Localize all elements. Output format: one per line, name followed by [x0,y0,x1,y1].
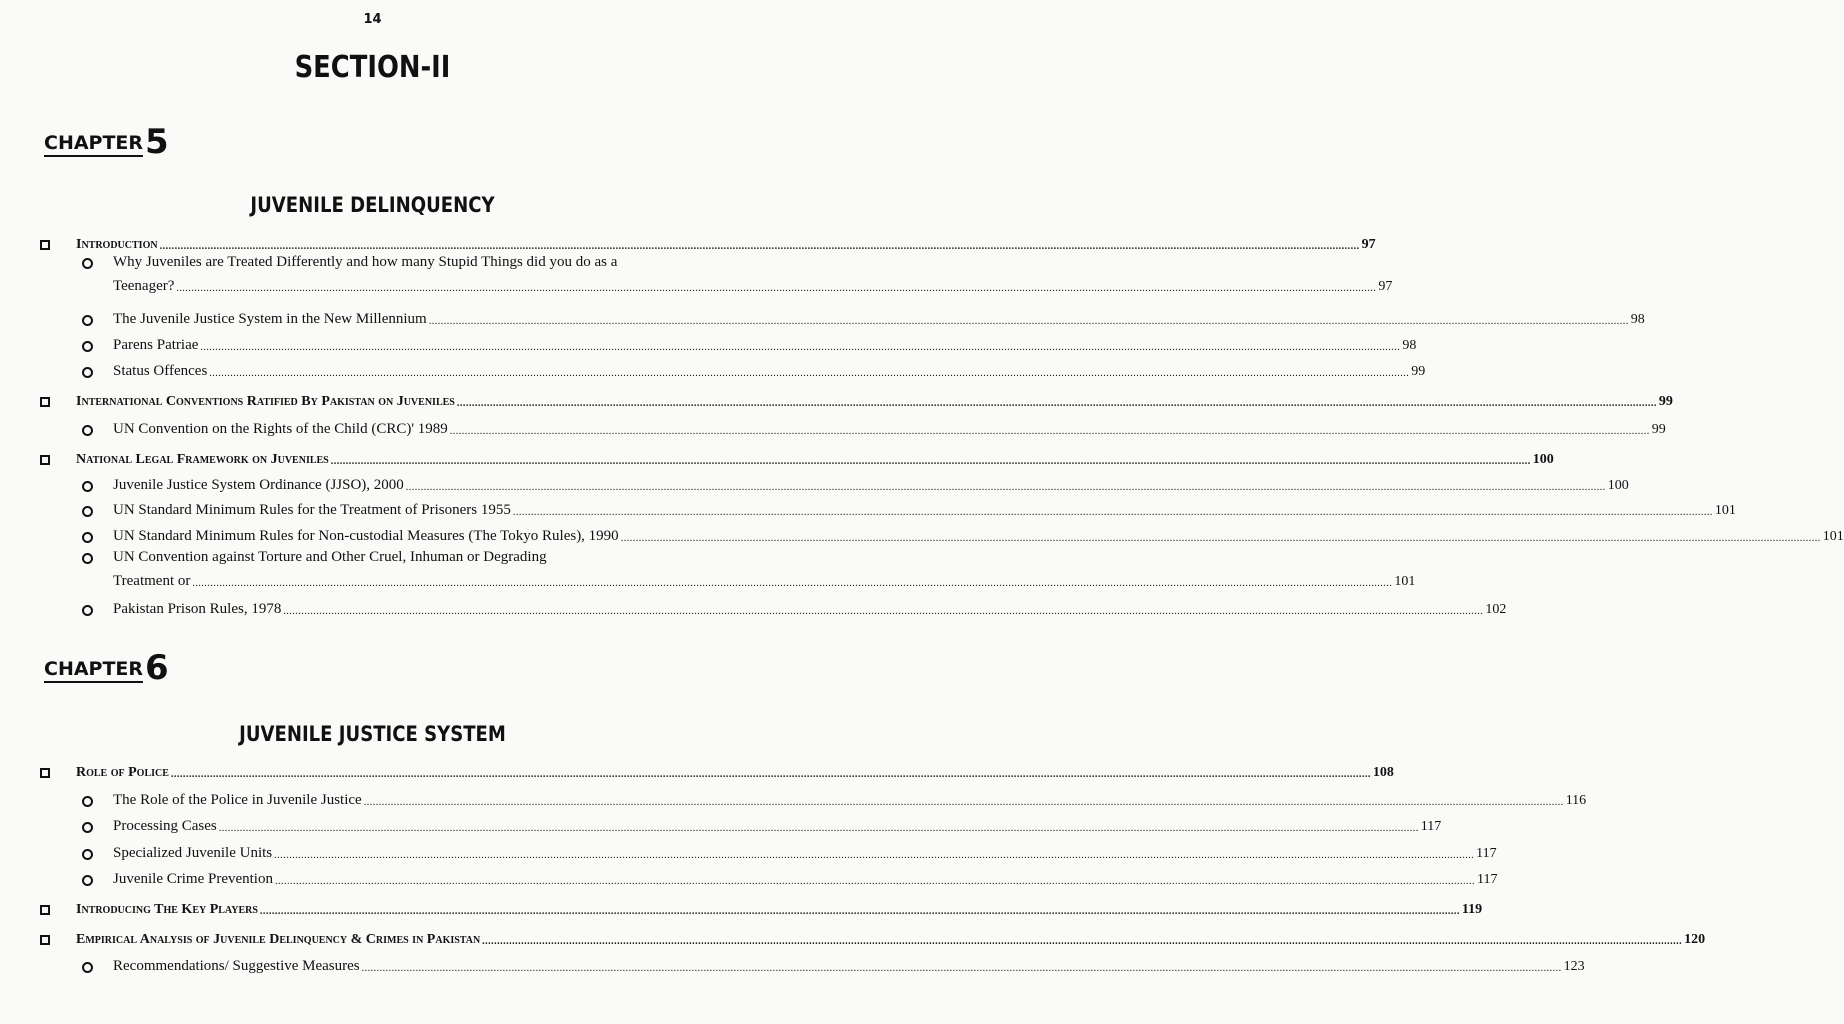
toc-entry-label: International Conventions Ratified By Pakistan on Juveniles [76,394,455,409]
circle-bullet-icon [82,875,93,886]
toc-main-entry[interactable] [76,235,1376,254]
toc-entry-label: Parens Patriae [113,337,199,353]
toc-sub-entry[interactable] [113,957,1585,976]
toc-sub-entry[interactable] [113,817,1442,836]
toc-entry-label: UN Standard Minimum Rules for Non-custodial Measures (The Tokyo Rules), 1990 [113,528,619,544]
toc-page-number: 97 [1361,237,1376,252]
toc-sub-entry[interactable] [113,844,1497,863]
circle-bullet-icon [82,605,93,616]
toc-sub-entry[interactable] [113,277,1393,296]
circle-bullet-icon [82,506,93,517]
circle-bullet-icon [82,481,93,492]
circle-bullet-icon [82,341,93,352]
toc-main-entry[interactable] [76,930,1706,949]
chapter-heading [44,122,169,162]
circle-bullet-icon [82,315,93,326]
toc-page-number: 97 [1378,279,1393,294]
toc-entry-label: Juvenile Crime Prevention [113,871,273,887]
toc-page-number: 123 [1563,959,1585,974]
toc-entry-label: Pakistan Prison Rules, 1978 [113,601,282,617]
dot-leader: ................................................................................................................................................................................................................................................................................................................................................................................................................ [274,850,1475,861]
toc-page-number: 101 [1822,529,1844,544]
circle-bullet-icon [82,962,93,973]
toc-page-number: 102 [1485,602,1507,617]
toc-page-number: 100 [1607,478,1629,493]
dot-leader: ................................................................................................................................................................................................................................................................................................................................................................................................................ [259,906,1460,917]
toc-page-number: 101 [1394,574,1416,589]
square-bullet-icon [40,935,50,945]
section-title: SECTION-II [294,50,451,85]
toc-page-number: 116 [1565,793,1587,808]
toc-page-number: 117 [1476,846,1497,861]
chapter-number: 6 [145,648,169,688]
circle-bullet-icon [82,553,93,564]
dot-leader: ................................................................................................................................................................................................................................................................................................................................................................................................................ [361,963,1562,974]
toc-sub-entry[interactable] [113,476,1629,495]
circle-bullet-icon [82,532,93,543]
dot-leader: ................................................................................................................................................................................................................................................................................................................................................................................................................ [274,876,1475,887]
toc-sub-entry[interactable] [113,600,1507,619]
dot-leader: ................................................................................................................................................................................................................................................................................................................................................................................................................ [176,283,1377,294]
circle-bullet-icon [82,822,93,833]
circle-bullet-icon [82,425,93,436]
toc-sub-entry[interactable] [113,362,1426,381]
toc-page-number: 120 [1684,932,1706,947]
dot-leader: ................................................................................................................................................................................................................................................................................................................................................................................................................ [209,368,1410,379]
toc-entry-label: Teenager? [113,278,175,294]
square-bullet-icon [40,240,50,250]
square-bullet-icon [40,397,50,407]
toc-entry-label-line: Why Juveniles are Treated Differently and how many Stupid Things did you do as a [113,254,618,270]
toc-page-number: 117 [1476,872,1498,887]
toc-page-number: 100 [1532,452,1554,467]
dot-leader: ................................................................................................................................................................................................................................................................................................................................................................................................................ [330,456,1531,467]
toc-main-entry[interactable] [76,392,1673,411]
toc-page-number: 99 [1658,394,1673,409]
toc-sub-entry[interactable] [113,336,1417,355]
dot-leader: ................................................................................................................................................................................................................................................................................................................................................................................................................ [218,823,1419,834]
toc-main-entry[interactable] [76,450,1554,469]
dot-leader: ................................................................................................................................................................................................................................................................................................................................................................................................................ [159,241,1360,252]
toc-sub-entry[interactable] [113,420,1666,439]
toc-sub-entry[interactable] [113,501,1736,520]
circle-bullet-icon [82,367,93,378]
toc-sub-entry[interactable] [113,870,1498,889]
toc-entry-label: The Role of the Police in Juvenile Justice [113,792,362,808]
dot-leader: ................................................................................................................................................................................................................................................................................................................................................................................................................ [428,316,1629,327]
toc-sub-entry[interactable] [113,310,1645,329]
toc-entry-label: Recommendations/ Suggestive Measures [113,958,360,974]
toc-entry-label: Specialized Juvenile Units [113,845,273,861]
dot-leader: ................................................................................................................................................................................................................................................................................................................................................................................................................ [456,398,1657,409]
square-bullet-icon [40,905,50,915]
toc-page-number: 98 [1402,338,1417,353]
chapter-word: CHAPTER [44,658,143,683]
circle-bullet-icon [82,258,93,269]
chapter-number: 5 [145,122,169,162]
dot-leader: ................................................................................................................................................................................................................................................................................................................................................................................................................ [405,482,1606,493]
dot-leader: ................................................................................................................................................................................................................................................................................................................................................................................................................ [449,426,1650,437]
toc-entry-label: Juvenile Justice System Ordinance (JJSO), 2000 [113,477,404,493]
circle-bullet-icon [82,796,93,807]
toc-entry-label: The Juvenile Justice System in the New Millennium [113,311,427,327]
toc-entry-label-line: UN Convention against Torture and Other Cruel, Inhuman or Degrading [113,549,547,565]
chapter-heading [44,648,169,688]
toc-entry-label: UN Convention on the Rights of the Child (CRC)' 1989 [113,421,448,437]
toc-entry-label: Introduction [76,237,158,252]
toc-main-entry[interactable] [76,763,1394,782]
toc-main-entry[interactable] [76,900,1483,919]
toc-entry-label: Introducing The Key Players [76,902,258,917]
toc-page-number: 99 [1651,422,1666,437]
page-number: 14 [363,12,382,27]
dot-leader: ................................................................................................................................................................................................................................................................................................................................................................................................................ [363,797,1564,808]
circle-bullet-icon [82,849,93,860]
toc-entry-label: Role of Police [76,765,169,780]
toc-entry-label: National Legal Framework on Juveniles [76,452,329,467]
square-bullet-icon [40,455,50,465]
dot-leader: ................................................................................................................................................................................................................................................................................................................................................................................................................ [512,507,1713,518]
toc-sub-entry[interactable] [113,791,1587,810]
toc-page-number: 98 [1630,312,1645,327]
dot-leader: ................................................................................................................................................................................................................................................................................................................................................................................................................ [200,342,1401,353]
dot-leader: ................................................................................................................................................................................................................................................................................................................................................................................................................ [170,769,1371,780]
toc-entry-label: Processing Cases [113,818,217,834]
dot-leader: ................................................................................................................................................................................................................................................................................................................................................................................................................ [482,936,1683,947]
toc-page-number: 119 [1461,902,1483,917]
toc-page-number: 117 [1420,819,1442,834]
toc-page-number: 108 [1372,765,1394,780]
square-bullet-icon [40,768,50,778]
dot-leader: ................................................................................................................................................................................................................................................................................................................................................................................................................ [620,533,1821,544]
toc-page-number: 101 [1714,503,1736,518]
chapter-title: JUVENILE JUSTICE SYSTEM [239,722,506,746]
toc-entry-label: Empirical Analysis of Juvenile Delinquency & Crimes in Pakistan [76,932,481,947]
chapter-title: JUVENILE DELINQUENCY [250,193,495,217]
chapter-word: CHAPTER [44,132,143,157]
dot-leader: ................................................................................................................................................................................................................................................................................................................................................................................................................ [283,606,1484,617]
toc-sub-entry[interactable] [113,527,1844,546]
toc-entry-label: UN Standard Minimum Rules for the Treatment of Prisoners 1955 [113,502,511,518]
dot-leader: ................................................................................................................................................................................................................................................................................................................................................................................................................ [192,578,1393,589]
toc-page-number: 99 [1411,364,1426,379]
toc-entry-label: Status Offences [113,363,208,379]
toc-sub-entry[interactable] [113,572,1416,591]
toc-entry-label: Treatment or [113,573,191,589]
